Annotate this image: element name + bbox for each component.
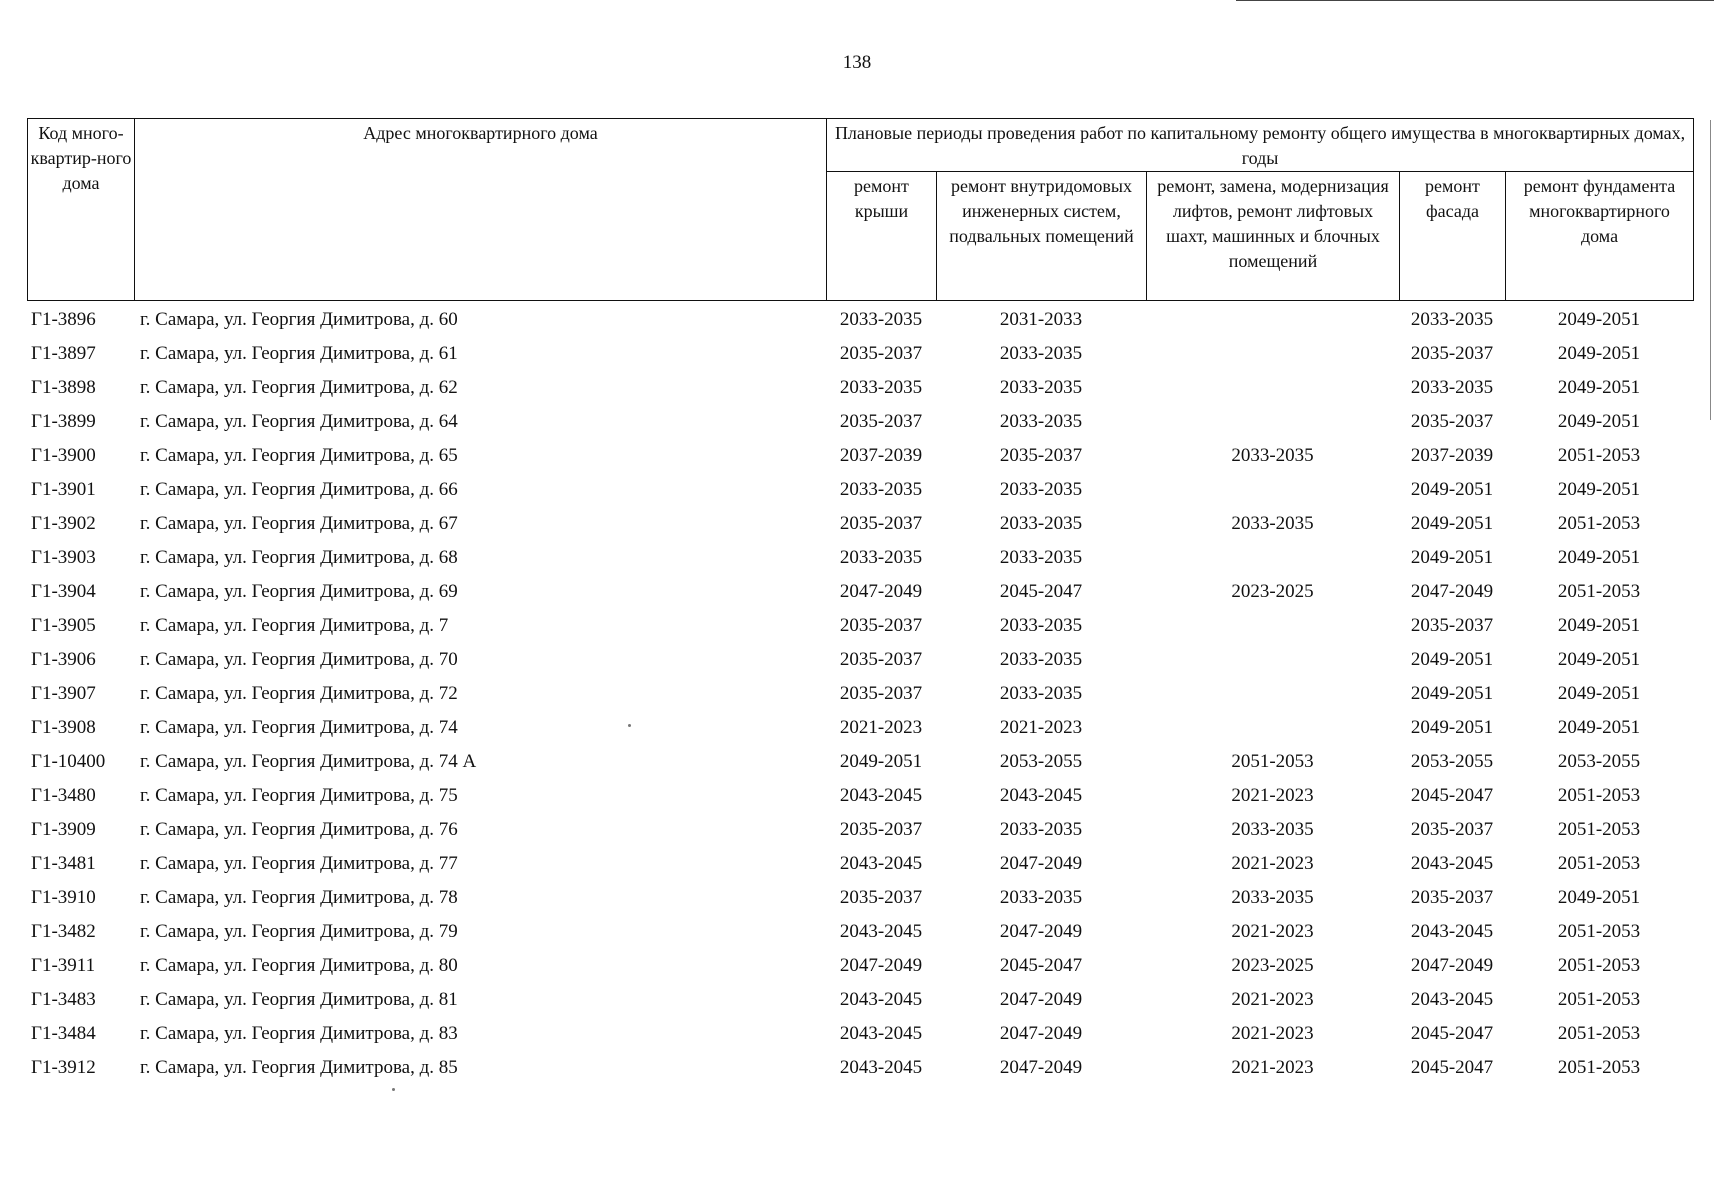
cell-code: Г1-3896 xyxy=(31,309,96,330)
cell-facade-period: 2053-2055 xyxy=(1410,751,1494,772)
cell-address: г. Самара, ул. Георгия Димитрова, д. 65 xyxy=(140,445,458,466)
cell-roof-period: 2033-2035 xyxy=(839,377,923,398)
cell-facade-period: 2035-2037 xyxy=(1410,411,1494,432)
column-header-code: Код много-квартир-ного дома xyxy=(28,119,135,301)
table-row xyxy=(27,609,1693,643)
cell-systems-period: 2033-2035 xyxy=(999,377,1083,398)
cell-lifts-period: 2033-2035 xyxy=(1231,445,1314,466)
cell-facade-period: 2047-2049 xyxy=(1410,955,1494,976)
cell-facade-period: 2035-2037 xyxy=(1410,819,1494,840)
cell-address: г. Самара, ул. Георгия Димитрова, д. 79 xyxy=(140,921,458,942)
cell-roof-period: 2043-2045 xyxy=(839,989,923,1010)
cell-facade-period: 2033-2035 xyxy=(1410,309,1494,330)
cell-code: Г1-3897 xyxy=(31,343,96,364)
cell-roof-period: 2035-2037 xyxy=(839,649,923,670)
cell-foundation-period: 2049-2051 xyxy=(1557,343,1641,364)
cell-address: г. Самара, ул. Георгия Димитрова, д. 76 xyxy=(140,819,458,840)
cell-roof-period: 2043-2045 xyxy=(839,1057,923,1078)
table-row xyxy=(27,745,1693,779)
cell-foundation-period: 2051-2053 xyxy=(1557,785,1641,806)
cell-facade-period: 2049-2051 xyxy=(1410,717,1494,738)
column-header-foundation: ремонт фундамента многоквартирного дома xyxy=(1506,172,1694,301)
cell-systems-period: 2043-2045 xyxy=(999,785,1083,806)
cell-code: Г1-3899 xyxy=(31,411,96,432)
table-row xyxy=(27,949,1693,983)
cell-code: Г1-3910 xyxy=(31,887,96,908)
cell-systems-period: 2033-2035 xyxy=(999,343,1083,364)
cell-code: Г1-3900 xyxy=(31,445,96,466)
cell-address: г. Самара, ул. Георгия Димитрова, д. 7 xyxy=(140,615,449,636)
cell-foundation-period: 2051-2053 xyxy=(1557,853,1641,874)
table-row xyxy=(27,1017,1693,1051)
cell-foundation-period: 2051-2053 xyxy=(1557,819,1641,840)
table-row xyxy=(27,813,1693,847)
cell-address: г. Самара, ул. Георгия Димитрова, д. 74 А xyxy=(140,751,477,772)
cell-lifts-period: 2021-2023 xyxy=(1231,1057,1314,1078)
cell-code: Г1-3481 xyxy=(31,853,96,874)
cell-lifts-period xyxy=(1146,371,1399,405)
cell-foundation-period: 2049-2051 xyxy=(1557,479,1641,500)
cell-code: Г1-3908 xyxy=(31,717,96,738)
cell-address: г. Самара, ул. Георгия Димитрова, д. 78 xyxy=(140,887,458,908)
column-header-systems: ремонт внутридомовых инженерных систем, подвальных помещений xyxy=(937,172,1147,301)
table-row xyxy=(27,405,1693,439)
cell-code: Г1-3904 xyxy=(31,581,96,602)
cell-code: Г1-3911 xyxy=(31,955,96,976)
cell-roof-period: 2043-2045 xyxy=(839,1023,923,1044)
cell-facade-period: 2035-2037 xyxy=(1410,343,1494,364)
cell-foundation-period: 2049-2051 xyxy=(1557,309,1641,330)
cell-address: г. Самара, ул. Георгия Димитрова, д. 61 xyxy=(140,343,458,364)
table-row xyxy=(27,1051,1693,1085)
cell-roof-period: 2049-2051 xyxy=(839,751,923,772)
cell-facade-period: 2043-2045 xyxy=(1410,853,1494,874)
cell-foundation-period: 2053-2055 xyxy=(1557,751,1641,772)
cell-address: г. Самара, ул. Георгия Димитрова, д. 80 xyxy=(140,955,458,976)
cell-code: Г1-3912 xyxy=(31,1057,96,1078)
cell-roof-period: 2035-2037 xyxy=(839,819,923,840)
cell-foundation-period: 2049-2051 xyxy=(1557,377,1641,398)
cell-address: г. Самара, ул. Георгия Димитрова, д. 60 xyxy=(140,309,458,330)
cell-lifts-period: 2021-2023 xyxy=(1231,1023,1314,1044)
cell-facade-period: 2049-2051 xyxy=(1410,547,1494,568)
cell-systems-period: 2045-2047 xyxy=(999,955,1083,976)
cell-lifts-period: 2033-2035 xyxy=(1231,513,1314,534)
cell-code: Г1-10400 xyxy=(31,751,106,772)
cell-address: г. Самара, ул. Георгия Димитрова, д. 74 xyxy=(140,717,458,738)
cell-lifts-period: 2021-2023 xyxy=(1231,989,1314,1010)
cell-code: Г1-3480 xyxy=(31,785,96,806)
cell-foundation-period: 2051-2053 xyxy=(1557,445,1641,466)
cell-systems-period: 2033-2035 xyxy=(999,683,1083,704)
cell-address: г. Самара, ул. Георгия Димитрова, д. 69 xyxy=(140,581,458,602)
table-row xyxy=(27,371,1693,405)
cell-lifts-period: 2021-2023 xyxy=(1231,785,1314,806)
data-table xyxy=(27,303,1693,1085)
cell-roof-period: 2043-2045 xyxy=(839,921,923,942)
cell-lifts-period: 2021-2023 xyxy=(1231,853,1314,874)
cell-code: Г1-3909 xyxy=(31,819,96,840)
cell-systems-period: 2035-2037 xyxy=(999,445,1083,466)
cell-lifts-period xyxy=(1146,711,1399,745)
cell-facade-period: 2049-2051 xyxy=(1410,479,1494,500)
cell-address: г. Самара, ул. Георгия Димитрова, д. 72 xyxy=(140,683,458,704)
cell-code: Г1-3905 xyxy=(31,615,96,636)
cell-address: г. Самара, ул. Георгия Димитрова, д. 77 xyxy=(140,853,458,874)
cell-systems-period: 2033-2035 xyxy=(999,547,1083,568)
cell-systems-period: 2033-2035 xyxy=(999,411,1083,432)
cell-systems-period: 2047-2049 xyxy=(999,1057,1083,1078)
cell-systems-period: 2047-2049 xyxy=(999,989,1083,1010)
cell-foundation-period: 2049-2051 xyxy=(1557,717,1641,738)
cell-lifts-period xyxy=(1146,405,1399,439)
cell-roof-period: 2047-2049 xyxy=(839,955,923,976)
cell-address: г. Самара, ул. Георгия Димитрова, д. 64 xyxy=(140,411,458,432)
cell-facade-period: 2045-2047 xyxy=(1410,785,1494,806)
table-row xyxy=(27,881,1693,915)
cell-address: г. Самара, ул. Георгия Димитрова, д. 75 xyxy=(140,785,458,806)
column-header-address: Адрес многоквартирного дома xyxy=(135,119,827,301)
cell-foundation-period: 2051-2053 xyxy=(1557,513,1641,534)
cell-systems-period: 2031-2033 xyxy=(999,309,1083,330)
cell-systems-period: 2045-2047 xyxy=(999,581,1083,602)
cell-systems-period: 2033-2035 xyxy=(999,615,1083,636)
cell-roof-period: 2035-2037 xyxy=(839,513,923,534)
cell-lifts-period: 2051-2053 xyxy=(1231,751,1314,772)
cell-code: Г1-3484 xyxy=(31,1023,96,1044)
cell-lifts-period: 2033-2035 xyxy=(1231,819,1314,840)
column-header-facade: ремонт фасада xyxy=(1400,172,1506,301)
cell-facade-period: 2043-2045 xyxy=(1410,989,1494,1010)
cell-systems-period: 2047-2049 xyxy=(999,921,1083,942)
cell-foundation-period: 2049-2051 xyxy=(1557,411,1641,432)
cell-code: Г1-3483 xyxy=(31,989,96,1010)
cell-lifts-period: 2023-2025 xyxy=(1231,581,1314,602)
cell-facade-period: 2045-2047 xyxy=(1410,1023,1494,1044)
cell-address: г. Самара, ул. Георгия Димитрова, д. 67 xyxy=(140,513,458,534)
table-row xyxy=(27,643,1693,677)
table-row xyxy=(27,575,1693,609)
cell-foundation-period: 2049-2051 xyxy=(1557,683,1641,704)
cell-lifts-period xyxy=(1146,473,1399,507)
page-number: 138 xyxy=(842,52,872,73)
cell-roof-period: 2047-2049 xyxy=(839,581,923,602)
cell-facade-period: 2037-2039 xyxy=(1410,445,1494,466)
table-row xyxy=(27,711,1693,745)
cell-address: г. Самара, ул. Георгия Димитрова, д. 62 xyxy=(140,377,458,398)
cell-systems-period: 2033-2035 xyxy=(999,887,1083,908)
cell-systems-period: 2033-2035 xyxy=(999,819,1083,840)
column-header-lifts: ремонт, замена, модернизация лифтов, ремонт лифтовых шахт, машинных и блочных помещений xyxy=(1147,172,1400,301)
cell-code: Г1-3907 xyxy=(31,683,96,704)
cell-foundation-period: 2049-2051 xyxy=(1557,887,1641,908)
table-row xyxy=(27,439,1693,473)
cell-facade-period: 2049-2051 xyxy=(1410,513,1494,534)
column-group-header-periods: Плановые периоды проведения работ по капитальному ремонту общего имущества в многоквартирных домах, годы xyxy=(827,119,1694,172)
cell-roof-period: 2035-2037 xyxy=(839,343,923,364)
cell-roof-period: 2033-2035 xyxy=(839,309,923,330)
cell-facade-period: 2035-2037 xyxy=(1410,615,1494,636)
scan-edge-line-right xyxy=(1710,120,1711,420)
cell-lifts-period xyxy=(1146,303,1399,337)
cell-lifts-period: 2021-2023 xyxy=(1231,921,1314,942)
cell-code: Г1-3898 xyxy=(31,377,96,398)
cell-roof-period: 2035-2037 xyxy=(839,411,923,432)
cell-lifts-period xyxy=(1146,541,1399,575)
cell-systems-period: 2047-2049 xyxy=(999,1023,1083,1044)
cell-lifts-period xyxy=(1146,609,1399,643)
cell-roof-period: 2037-2039 xyxy=(839,445,923,466)
column-header-roof: ремонт крыши xyxy=(827,172,937,301)
cell-systems-period: 2053-2055 xyxy=(999,751,1083,772)
cell-roof-period: 2043-2045 xyxy=(839,853,923,874)
cell-facade-period: 2047-2049 xyxy=(1410,581,1494,602)
cell-lifts-period xyxy=(1146,337,1399,371)
cell-foundation-period: 2051-2053 xyxy=(1557,955,1641,976)
cell-roof-period: 2043-2045 xyxy=(839,785,923,806)
cell-address: г. Самара, ул. Георгия Димитрова, д. 85 xyxy=(140,1057,458,1078)
cell-foundation-period: 2051-2053 xyxy=(1557,1023,1641,1044)
cell-lifts-period: 2033-2035 xyxy=(1231,887,1314,908)
cell-roof-period: 2033-2035 xyxy=(839,479,923,500)
cell-systems-period: 2033-2035 xyxy=(999,479,1083,500)
cell-systems-period: 2047-2049 xyxy=(999,853,1083,874)
cell-foundation-period: 2049-2051 xyxy=(1557,615,1641,636)
table-row xyxy=(27,303,1693,337)
table-row xyxy=(27,507,1693,541)
cell-roof-period: 2035-2037 xyxy=(839,615,923,636)
cell-roof-period: 2035-2037 xyxy=(839,887,923,908)
cell-systems-period: 2033-2035 xyxy=(999,513,1083,534)
scan-speck xyxy=(392,1088,395,1091)
cell-foundation-period: 2049-2051 xyxy=(1557,547,1641,568)
cell-roof-period: 2035-2037 xyxy=(839,683,923,704)
cell-address: г. Самара, ул. Георгия Димитрова, д. 68 xyxy=(140,547,458,568)
cell-address: г. Самара, ул. Георгия Димитрова, д. 66 xyxy=(140,479,458,500)
cell-code: Г1-3903 xyxy=(31,547,96,568)
cell-facade-period: 2043-2045 xyxy=(1410,921,1494,942)
cell-facade-period: 2049-2051 xyxy=(1410,649,1494,670)
cell-facade-period: 2035-2037 xyxy=(1410,887,1494,908)
cell-code: Г1-3902 xyxy=(31,513,96,534)
table-row xyxy=(27,677,1693,711)
cell-facade-period: 2033-2035 xyxy=(1410,377,1494,398)
table-row xyxy=(27,779,1693,813)
cell-foundation-period: 2051-2053 xyxy=(1557,989,1641,1010)
cell-systems-period: 2033-2035 xyxy=(999,649,1083,670)
cell-roof-period: 2033-2035 xyxy=(839,547,923,568)
table-row xyxy=(27,541,1693,575)
table-row xyxy=(27,915,1693,949)
cell-foundation-period: 2051-2053 xyxy=(1557,1057,1641,1078)
cell-facade-period: 2049-2051 xyxy=(1410,683,1494,704)
cell-lifts-period: 2023-2025 xyxy=(1231,955,1314,976)
cell-lifts-period xyxy=(1146,677,1399,711)
table-row xyxy=(27,983,1693,1017)
table-header xyxy=(27,118,1694,301)
cell-address: г. Самара, ул. Георгия Димитрова, д. 83 xyxy=(140,1023,458,1044)
cell-code: Г1-3901 xyxy=(31,479,96,500)
cell-foundation-period: 2051-2053 xyxy=(1557,921,1641,942)
cell-foundation-period: 2049-2051 xyxy=(1557,649,1641,670)
cell-foundation-period: 2051-2053 xyxy=(1557,581,1641,602)
cell-systems-period: 2021-2023 xyxy=(999,717,1083,738)
table-body xyxy=(27,303,1693,1085)
table-row xyxy=(27,473,1693,507)
table-row xyxy=(27,337,1693,371)
cell-code: Г1-3906 xyxy=(31,649,96,670)
cell-lifts-period xyxy=(1146,643,1399,677)
table-row xyxy=(27,847,1693,881)
cell-address: г. Самара, ул. Георгия Димитрова, д. 70 xyxy=(140,649,458,670)
cell-facade-period: 2045-2047 xyxy=(1410,1057,1494,1078)
cell-address: г. Самара, ул. Георгия Димитрова, д. 81 xyxy=(140,989,458,1010)
cell-code: Г1-3482 xyxy=(31,921,96,942)
scan-edge-line xyxy=(1236,0,1714,1)
cell-roof-period: 2021-2023 xyxy=(839,717,923,738)
